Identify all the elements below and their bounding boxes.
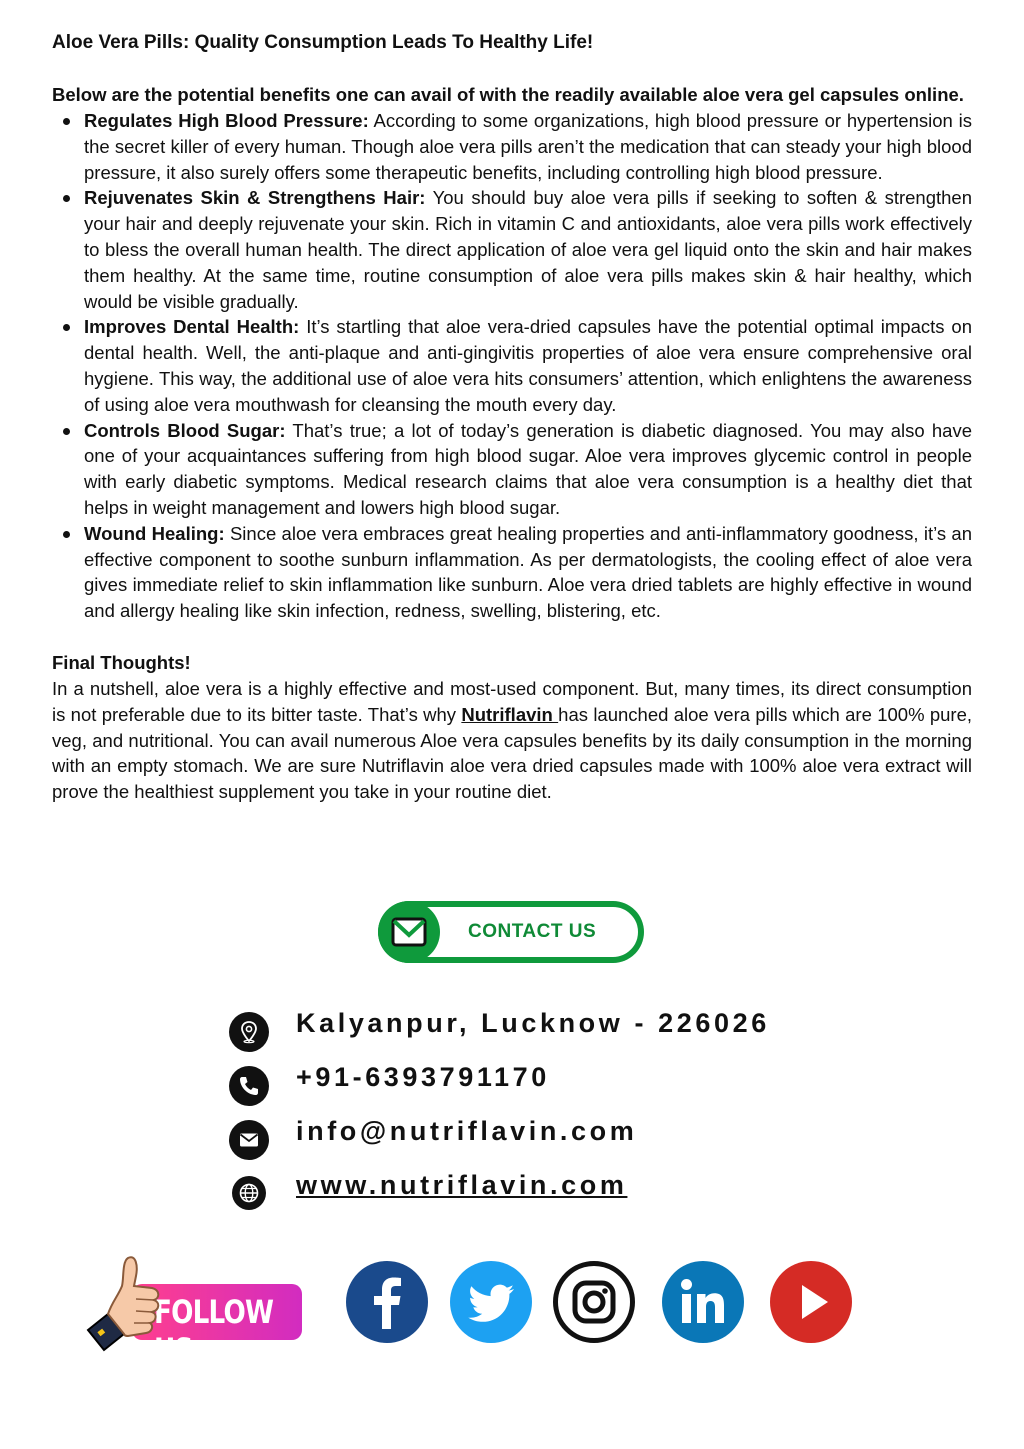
list-item xyxy=(84,418,972,521)
phone-text[interactable]: +91-6393791170 xyxy=(296,1062,550,1092)
page-title: Aloe Vera Pills: Quality Consumption Leads To Healthy Life! xyxy=(52,32,594,53)
contact-us-label: CONTACT US xyxy=(468,921,597,942)
list-item xyxy=(84,185,972,314)
list-item xyxy=(84,521,972,624)
final-text-before: In a nutshell, aloe vera is a highly effective and most-used component. But, many times, its direct consumption is not preferable due to its bitter taste. That’s why xyxy=(52,677,972,725)
benefit-heading: Wound Healing: xyxy=(84,522,225,544)
twitter-icon[interactable] xyxy=(450,1261,532,1343)
email-text[interactable]: info@nutriflavin.com xyxy=(296,1116,638,1146)
benefits-list xyxy=(52,108,972,624)
envelope-icon xyxy=(229,1120,269,1160)
thumbs-up-icon xyxy=(84,1250,164,1354)
phone-icon xyxy=(229,1066,269,1106)
document-body xyxy=(52,30,972,805)
youtube-icon[interactable] xyxy=(770,1261,852,1343)
benefit-text: Since aloe vera embraces great healing properties and anti-inflammatory goodness, it’s an effective component to soothe sunburn inflammation. As per dermatologists, the cooling effect of aloe vera gives immediate relief to skin inflammation like sunburn. Aloe vera dried tablets are highly effective in wound and allergy healing like skin infection, redness, swelling, blistering, etc. xyxy=(84,522,973,622)
benefit-text: That’s true; a lot of today’s generation is diabetic diagnosed. You may also have one of your acquaintances suffering from high blood sugar. Aloe vera improves glycemic control in people with early diabetic symptoms. Medical research claims that aloe vera consumption is a healthy diet that helps in weight management and lowers high blood sugar. xyxy=(84,419,972,518)
list-item xyxy=(84,314,972,417)
location-pin-icon xyxy=(229,1012,269,1052)
list-item xyxy=(84,108,972,185)
benefit-heading: Improves Dental Health: xyxy=(84,316,300,338)
benefit-heading: Controls Blood Sugar: xyxy=(84,419,286,441)
follow-us-badge xyxy=(84,1250,304,1369)
benefit-heading: Regulates High Blood Pressure: xyxy=(84,110,369,131)
facebook-icon[interactable] xyxy=(346,1261,428,1343)
follow-us-label: FOLLOW US xyxy=(154,1293,274,1369)
benefit-text: According to some organizations, high blood pressure or hypertension is the secret killer of every human. Though aloe vera pills aren’t the medication that can steady your high blood pressure, it also surely offers some therapeutic benefits, including controlling high blood pressure. xyxy=(84,110,972,183)
linkedin-icon[interactable] xyxy=(662,1261,744,1343)
globe-icon xyxy=(232,1176,266,1210)
intro-paragraph: Below are the potential benefits one can avail of with the readily available aloe vera gel capsules online. xyxy=(52,84,964,105)
benefit-text: You should buy aloe vera pills if seeking to soften & strengthen your hair and deeply rejuvenate your skin. Rich in vitamin C and antioxidants, aloe vera pills work effectively to bless the overall human health. The direct application of aloe vera gel liquid onto the skin and hair makes them healthy. At the same time, routine consumption of aloe vera pills makes skin & hair healthy, which would be visible gradually. xyxy=(84,187,973,312)
final-thoughts-heading: Final Thoughts! xyxy=(52,651,191,673)
mail-icon xyxy=(378,901,440,963)
website-link[interactable]: www.nutriflavin.com xyxy=(296,1170,628,1200)
final-text-after: has launched aloe vera pills which are 100% pure, veg, and nutritional. You can avail numerous Aloe vera capsules benefits by its daily consumption in the morning with an empty stomach. We are sure Nutriflavin aloe vera dried capsules made with 100% aloe vera extract will prove the healthiest supplement you take in your routine diet. xyxy=(52,703,972,803)
address-text: Kalyanpur, Lucknow - 226026 xyxy=(296,1008,770,1038)
final-thoughts-paragraph xyxy=(52,676,972,805)
contact-us-button[interactable] xyxy=(378,901,644,963)
nutriflavin-link[interactable]: Nutriflavin xyxy=(461,703,559,725)
instagram-icon[interactable] xyxy=(553,1261,635,1343)
benefit-heading: Rejuvenates Skin & Strengthens Hair: xyxy=(84,187,426,209)
benefit-text: It’s startling that aloe vera-dried capsules have the potential optimal impacts on dental health. Well, the anti-plaque and anti-gingivitis properties of aloe vera ensure comprehensive oral hygiene. This way, the additional use of aloe vera hits consumers’ attention, which enlightens the awareness of using aloe vera mouthwash for cleansing the mouth every day. xyxy=(84,316,972,415)
